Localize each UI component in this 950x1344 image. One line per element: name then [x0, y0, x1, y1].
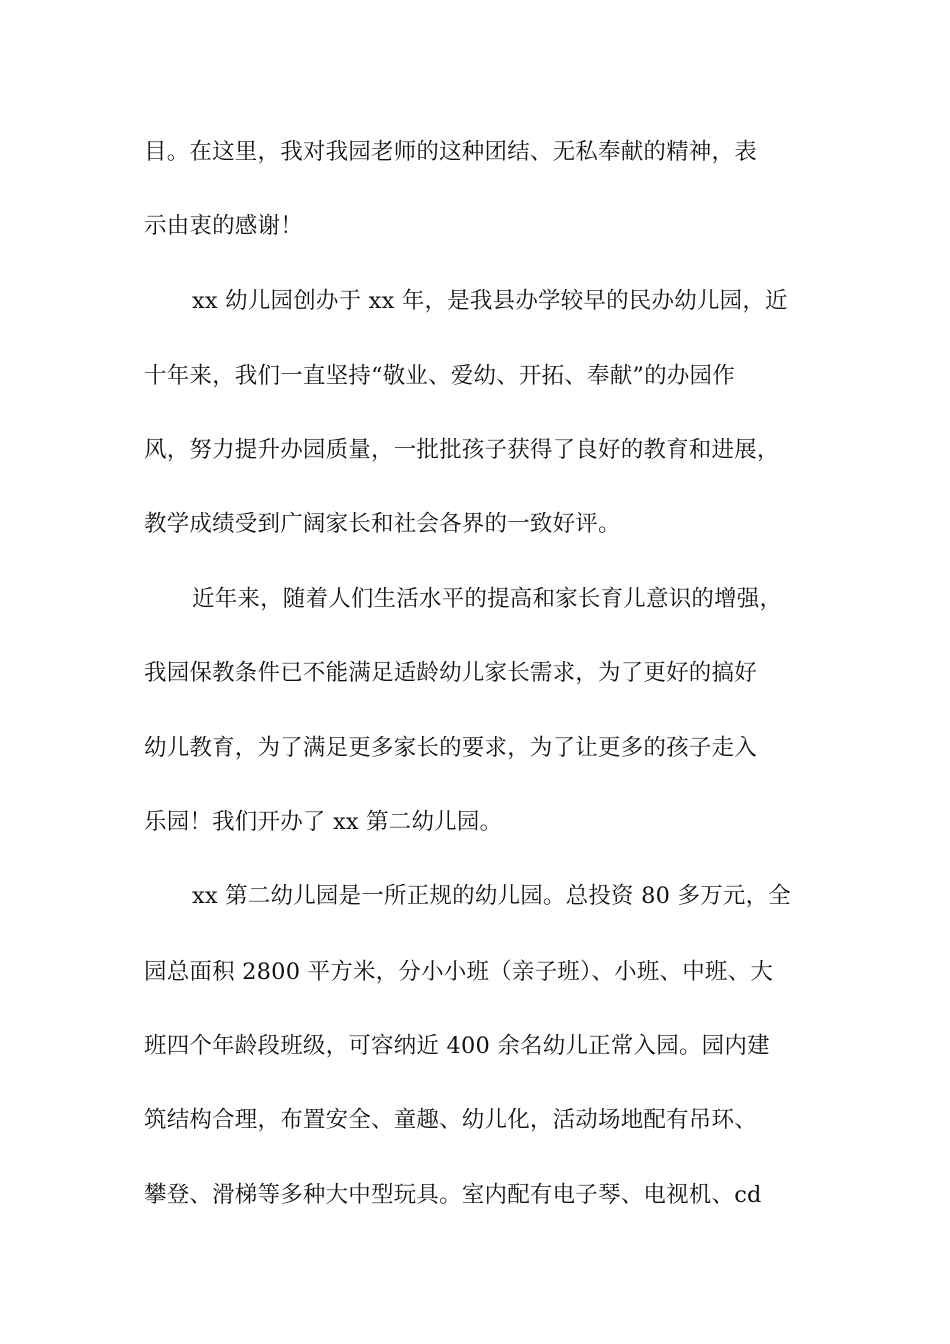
paragraph-first-line: 近年来，随着人们生活水平的提高和家长育儿意识的增强，: [192, 586, 783, 612]
text-line: 攀登、滑梯等多种大中型玩具。室内配有电子琴、电视机、cd: [144, 1182, 762, 1208]
paragraph-first-line: xx 幼儿园创办于 xx 年，是我县办学较早的民办幼儿园，近: [192, 288, 788, 314]
text-line: 风，努力提升办园质量，一批批孩子获得了良好的教育和进展，: [144, 437, 780, 463]
text-line: 乐园！我们开办了 xx 第二幼儿园。: [144, 809, 503, 835]
text-line: 班四个年龄段班级，可容纳近 400 余名幼儿正常入园。园内建: [144, 1033, 770, 1059]
text-line: 教学成绩受到广阔家长和社会各界的一致好评。: [144, 511, 621, 537]
text-line: 目。在这里，我对我园老师的这种团结、无私奉献的精神，表: [144, 139, 757, 165]
text-line: 幼儿教育，为了满足更多家长的要求，为了让更多的孩子走入: [144, 735, 757, 761]
text-line: 十年来，我们一直坚持“敬业、爱幼、开拓、奉献”的办园作: [144, 363, 735, 389]
text-line: 示由衷的感谢！: [144, 213, 303, 239]
paragraph-first-line: xx 第二幼儿园是一所正规的幼儿园。总投资 80 多万元，全: [192, 883, 791, 909]
text-line: 筑结构合理，布置安全、童趣、幼儿化，活动场地配有吊环、: [144, 1107, 757, 1133]
text-line: 我园保教条件已不能满足适龄幼儿家长需求，为了更好的搞好: [144, 660, 757, 686]
text-line: 园总面积 2800 平方米，分小小班（亲子班）、小班、中班、大: [144, 959, 774, 985]
